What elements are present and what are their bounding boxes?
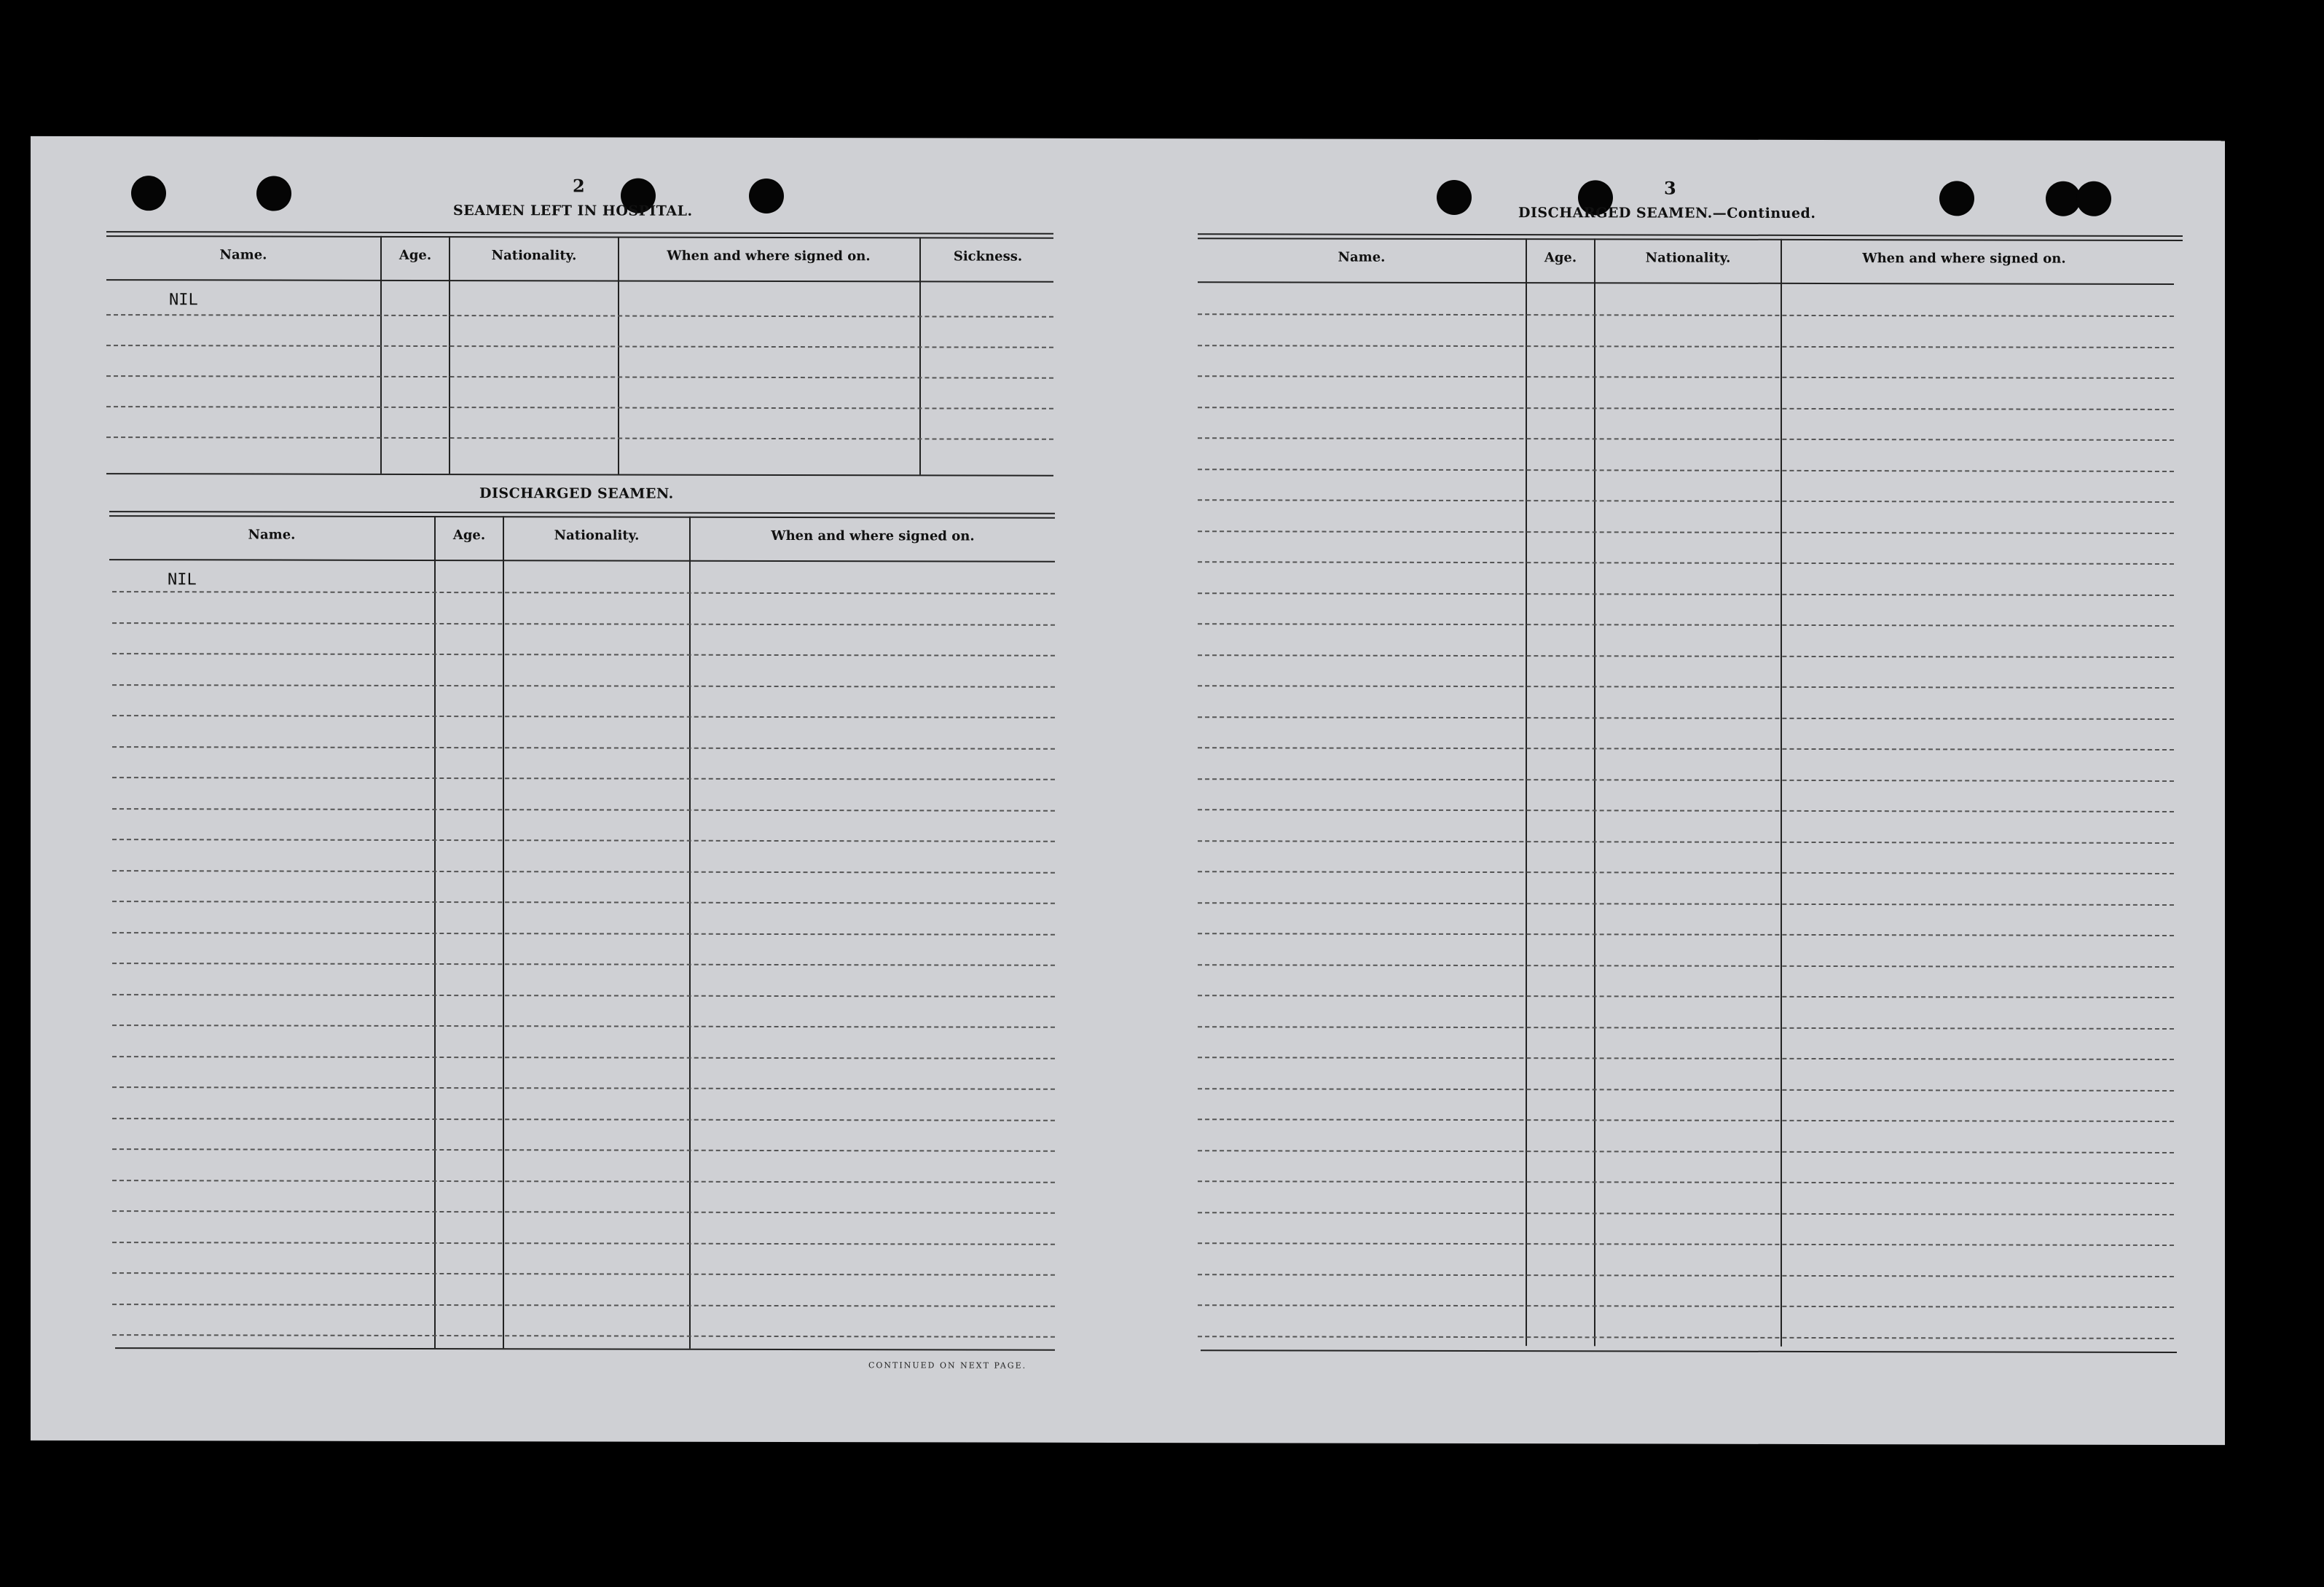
ruled-line [1198, 1242, 2174, 1246]
ruled-line [1198, 778, 2174, 782]
punch-hole [2046, 181, 2081, 216]
ruled-line [1198, 995, 2174, 998]
ruled-lines-left [31, 136, 2225, 141]
table-rule [106, 473, 1053, 477]
col-sickness: Sickness. [953, 248, 1023, 264]
ruled-line [1198, 654, 2174, 658]
col-divider [1526, 238, 1527, 1346]
table-rule [109, 515, 1055, 519]
ruled-line [1198, 375, 2174, 379]
ruled-line [112, 1148, 1055, 1152]
ruled-line [1198, 933, 2174, 936]
table-rule [1198, 281, 2174, 285]
section-title-discharged: DISCHARGED SEAMEN. [479, 485, 674, 502]
col-signed-on: When and where signed on. [667, 248, 871, 264]
ruled-line [112, 777, 1055, 780]
ruled-line [1198, 1274, 2174, 1277]
ruled-line [112, 1334, 1055, 1338]
ruled-line [112, 1210, 1055, 1214]
col-name: Name. [248, 527, 296, 543]
ruled-line [1198, 499, 2174, 503]
col-nationality: Nationality. [1645, 250, 1731, 266]
ruled-line [1198, 1150, 2174, 1153]
ruled-line [112, 839, 1055, 842]
ruled-line [1198, 1336, 2174, 1339]
ruled-line [112, 715, 1055, 718]
entry-nil: NIL [168, 571, 197, 589]
ruled-line [1198, 871, 2174, 874]
punch-hole [256, 176, 291, 211]
ruled-line [112, 1118, 1055, 1121]
table-rule [109, 559, 1055, 563]
table-rule [115, 1347, 1055, 1351]
ruled-line [1198, 592, 2174, 596]
ruled-lines-right [31, 136, 2225, 141]
table-rule [109, 511, 1055, 514]
col-name: Name. [219, 247, 267, 263]
ruled-line [1198, 685, 2174, 689]
ruled-line [1198, 964, 2174, 968]
ruled-line [1198, 407, 2174, 410]
section-title-discharged-continued: DISCHARGED SEAMEN.—Continued. [1518, 205, 1816, 222]
punch-hole [749, 179, 784, 213]
punch-hole [1939, 181, 1974, 216]
ruled-line [112, 932, 1055, 936]
ruled-line [1198, 1026, 2174, 1030]
col-age: Age. [1544, 250, 1577, 266]
ruled-line [112, 746, 1055, 750]
ruled-line [106, 314, 1053, 318]
ruled-line [112, 1086, 1055, 1090]
ruled-line [112, 901, 1055, 904]
ruled-line [106, 406, 1053, 410]
ruled-line [1198, 809, 2174, 812]
ruled-line [1198, 530, 2174, 534]
table-rule [1201, 1349, 2177, 1353]
ruled-line [1198, 1088, 2174, 1092]
col-divider [1594, 238, 1595, 1346]
ruled-line [1198, 469, 2174, 472]
ruled-line [112, 1180, 1055, 1183]
ruled-line [1198, 902, 2174, 906]
table-rule [1198, 233, 2183, 237]
table-rule [1198, 238, 2183, 241]
col-age: Age. [452, 528, 486, 544]
ruled-line [112, 1024, 1055, 1028]
entry-nil: NIL [169, 291, 198, 310]
form-sheet [31, 136, 2225, 1445]
ruled-line [1198, 345, 2174, 348]
table-rule [106, 235, 1053, 239]
ruled-line [1198, 1118, 2174, 1122]
ruled-line [1198, 840, 2174, 844]
continued-note: CONTINUED ON NEXT PAGE. [868, 1360, 1027, 1371]
table-rule [106, 231, 1053, 235]
col-nationality: Nationality. [554, 528, 640, 544]
ruled-line [112, 808, 1055, 812]
section-title-hospital: SEAMEN LEFT IN HOSPITAL. [453, 203, 693, 219]
punch-hole [1437, 180, 1472, 215]
ruled-line [1198, 1212, 2174, 1215]
ruled-line [1198, 1180, 2174, 1184]
ruled-line [112, 963, 1055, 966]
ruled-line [106, 436, 1053, 440]
ruled-line [112, 591, 1055, 595]
ruled-line [112, 684, 1055, 688]
col-signed-on: When and where signed on. [1862, 251, 2066, 267]
ruled-line [106, 345, 1053, 348]
col-age: Age. [399, 247, 432, 263]
ruled-line [112, 870, 1055, 874]
ruled-line [112, 653, 1055, 657]
punch-hole [131, 176, 166, 211]
ruled-line [112, 1272, 1055, 1276]
page-number-right: 3 [1664, 177, 1676, 199]
ruled-line [112, 1242, 1055, 1245]
col-name: Name. [1338, 249, 1386, 265]
ruled-line [112, 1304, 1055, 1307]
ruled-line [1198, 623, 2174, 627]
ruled-line [112, 994, 1055, 998]
ruled-line [106, 375, 1053, 379]
page-number-left: 2 [573, 175, 585, 197]
ruled-line [1198, 561, 2174, 565]
ruled-line [1198, 313, 2174, 317]
ruled-line [1198, 437, 2174, 441]
table-rule [106, 279, 1053, 283]
ruled-line [112, 622, 1055, 626]
ruled-line [1198, 1304, 2174, 1308]
col-nationality: Nationality. [491, 248, 577, 264]
ruled-line [1198, 1057, 2174, 1060]
ruled-line [112, 1056, 1055, 1059]
ruled-line [1198, 716, 2174, 720]
col-divider [1781, 239, 1782, 1347]
ruled-line [1198, 747, 2174, 751]
punch-hole [2076, 181, 2111, 216]
col-signed-on: When and where signed on. [771, 528, 975, 544]
